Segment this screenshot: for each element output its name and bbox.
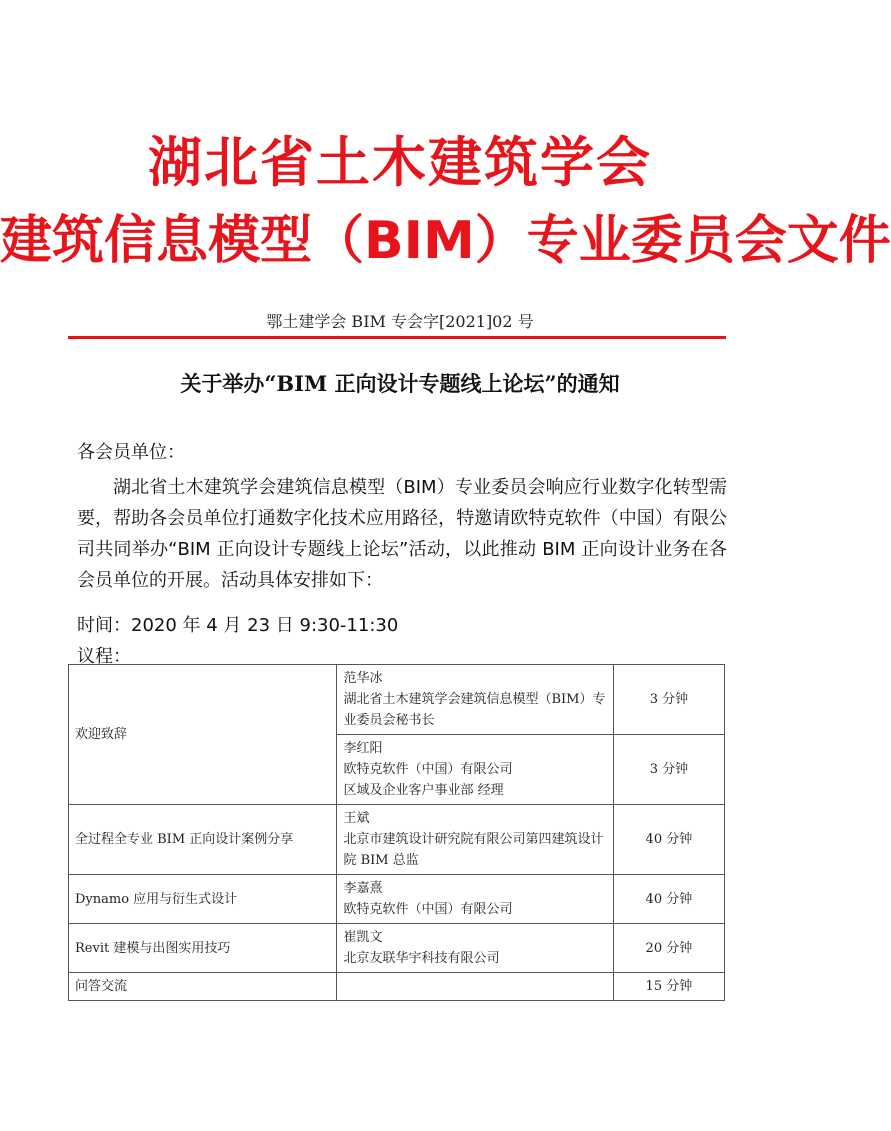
speaker-line: 范华冰 bbox=[343, 671, 383, 686]
agenda-speaker bbox=[337, 735, 613, 805]
agenda-topic: 全过程全专业 BIM 正向设计案例分享 bbox=[69, 805, 337, 875]
speaker-line bbox=[343, 976, 606, 997]
agenda-topic: 欢迎致辞 bbox=[69, 665, 337, 805]
agenda-topic: Revit 建模与出图实用技巧 bbox=[69, 924, 337, 973]
speaker-line: 欧特克软件（中国）有限公司 bbox=[343, 902, 513, 917]
agenda-duration: 20 分钟 bbox=[613, 924, 724, 973]
speaker-line: 崔凯文 bbox=[343, 930, 383, 945]
masthead-line-2: 建筑信息模型（BIM）专业委员会文件 bbox=[0, 211, 891, 271]
notice-title: 关于举办“BIM 正向设计专题线上论坛”的通知 bbox=[180, 371, 620, 396]
agenda-duration: 40 分钟 bbox=[613, 875, 724, 924]
table-row bbox=[69, 875, 725, 924]
table-row bbox=[69, 665, 725, 735]
speaker-line: 北京友联华宇科技有限公司 bbox=[343, 951, 500, 966]
agenda-topic: Dynamo 应用与衍生式设计 bbox=[69, 875, 337, 924]
salutation: 各会员单位： bbox=[77, 442, 185, 463]
table-row bbox=[69, 805, 725, 875]
speaker-line: 欧特克软件（中国）有限公司 bbox=[343, 762, 513, 777]
speaker-line: 王斌 bbox=[343, 811, 370, 826]
table-row bbox=[69, 924, 725, 973]
speaker-line: 李红阳 bbox=[343, 741, 383, 756]
speaker-line: 李嘉熹 bbox=[343, 881, 383, 896]
speaker-line: 北京市建筑设计研究院有限公司第四建筑设计院 BIM 总监 bbox=[343, 832, 604, 868]
agenda-speaker bbox=[337, 973, 613, 1001]
table-row bbox=[69, 973, 725, 1001]
speaker-line: 湖北省土木建筑学会建筑信息模型（BIM）专业委员会秘书长 bbox=[343, 692, 606, 728]
agenda-speaker bbox=[337, 665, 613, 735]
agenda-duration: 3 分钟 bbox=[613, 665, 724, 735]
agenda-speaker bbox=[337, 924, 613, 973]
red-divider bbox=[68, 336, 726, 339]
agenda-speaker bbox=[337, 875, 613, 924]
agenda-duration: 15 分钟 bbox=[613, 973, 724, 1001]
agenda-table bbox=[68, 664, 725, 1001]
agenda-speaker bbox=[337, 805, 613, 875]
document-number: 鄂土建学会 BIM 专会字[2021]02 号 bbox=[266, 312, 534, 331]
agenda-label: 议程： bbox=[77, 646, 131, 667]
event-time: 时间：2020 年 4 月 23 日 9:30-11:30 bbox=[77, 615, 399, 636]
body-paragraph: 湖北省土木建筑学会建筑信息模型（BIM）专业委员会响应行业数字化转型需要，帮助各会员单位打通数字化技术应用路径，特邀请欧特克软件（中国）有限公司共同举办“BIM 正向设计专题线上论坛”活动，以此推动 BIM 正向设计业务在各会员单位的开展。活动具体安排如下： bbox=[77, 477, 727, 591]
agenda-duration: 3 分钟 bbox=[613, 735, 724, 805]
agenda-topic: 问答交流 bbox=[69, 973, 337, 1001]
masthead-line-1: 湖北省土木建筑学会 bbox=[148, 131, 652, 194]
agenda-duration: 40 分钟 bbox=[613, 805, 724, 875]
speaker-line: 区域及企业客户事业部 经理 bbox=[343, 783, 504, 798]
